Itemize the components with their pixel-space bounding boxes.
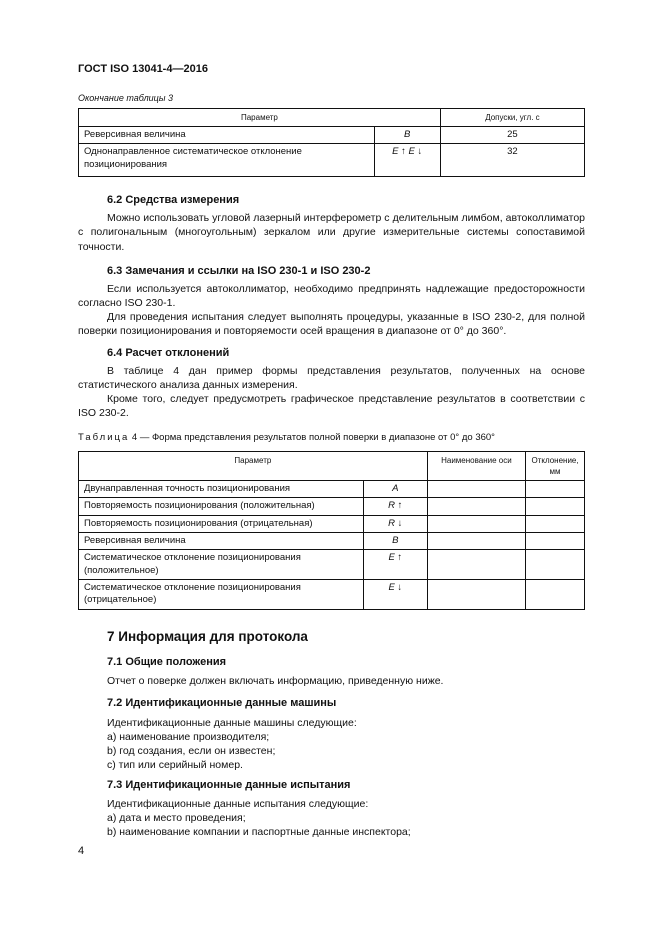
table-row: [79, 550, 585, 580]
table4-caption-text: 4 — Форма представления результатов полной поверки в диапазоне от 0° до 360°: [131, 432, 495, 443]
table3-tolerance: 32: [440, 144, 584, 177]
section-6-3-p2: Для проведения испытания следует выполнять процедуры, указанные в ISO 230-2, для полной поверки позиционирования и повторяемости осей вращения в диапазоне от 0° до 360°.: [78, 311, 585, 338]
table4-label: Таблица: [78, 432, 130, 443]
table-row: [79, 580, 585, 610]
table4-symbol: R ↓: [363, 515, 427, 532]
table3-symbol: E ↑ E ↓: [374, 144, 440, 177]
table4-symbol: E ↓: [363, 580, 427, 610]
list-item: a) наименование производителя;: [107, 731, 270, 743]
table4-param: Систематическое отклонение позиционирования (отрицательное): [79, 580, 364, 610]
table3-header-tolerance: Допуски, угл. с: [440, 109, 584, 127]
section-7-2-heading: 7.2 Идентификационные данные машины: [107, 697, 337, 709]
table4-header-param: Параметр: [79, 452, 428, 481]
table4-symbol: B: [363, 533, 427, 550]
list-item: a) дата и место проведения;: [107, 812, 246, 824]
section-7-3-intro: Идентификационные данные испытания следующие:: [107, 798, 369, 810]
table4-axis-cell: [427, 533, 525, 550]
table4-axis-cell: [427, 515, 525, 532]
table4-param: Систематическое отклонение позиционирования (положительное): [79, 550, 364, 580]
table3-param: Однонаправленное систематическое отклонение позиционирования: [79, 144, 375, 177]
table4-symbol: A: [363, 481, 427, 498]
list-item: b) год создания, если он известен;: [107, 745, 276, 757]
table-row: [79, 533, 585, 550]
section-6-4-heading: 6.4 Расчет отклонений: [107, 347, 230, 359]
section-6-2-text: Можно использовать угловой лазерный интерферометр с делительным лимбом, автоколлиматор с полигональным (многоугольным) зеркалом или другие измерительные системы сопоставимой точности.: [78, 212, 585, 253]
table4-header-axis: Наименование оси: [427, 452, 525, 481]
table-row: [79, 498, 585, 515]
table3-caption: Окончание таблицы 3: [78, 93, 173, 103]
section-6-3-heading: 6.3 Замечания и ссылки на ISO 230-1 и ISO 230-2: [107, 265, 371, 277]
table3-tolerance: 25: [440, 127, 584, 144]
table4-axis-cell: [427, 498, 525, 515]
table4-deviation-cell: [526, 580, 585, 610]
table3-symbol: B: [374, 127, 440, 144]
table4-param: Реверсивная величина: [79, 533, 364, 550]
section-7-2-intro: Идентификационные данные машины следующие:: [107, 717, 357, 729]
table4-deviation-cell: [526, 533, 585, 550]
table-row: [79, 515, 585, 532]
standard-header: ГОСТ ISO 13041-4—2016: [78, 63, 208, 75]
section-7-3-heading: 7.3 Идентификационные данные испытания: [107, 779, 351, 791]
table3-header-param: Параметр: [79, 109, 441, 127]
table3: [78, 108, 585, 177]
list-item: c) тип или серийный номер.: [107, 759, 243, 771]
table4-deviation-cell: [526, 498, 585, 515]
table4-deviation-cell: [526, 550, 585, 580]
table4-axis-cell: [427, 481, 525, 498]
table4-symbol: E ↑: [363, 550, 427, 580]
table4: [78, 451, 585, 610]
table4-deviation-cell: [526, 515, 585, 532]
table4-param: Повторяемость позиционирования (отрицательная): [79, 515, 364, 532]
table3-param: Реверсивная величина: [79, 127, 375, 144]
section-6-4-p2: Кроме того, следует предусмотреть графическое представление результатов в соответствии с ISO 230-2.: [78, 393, 585, 420]
page-number: 4: [78, 845, 85, 857]
table4-axis-cell: [427, 550, 525, 580]
table4-param: Повторяемость позиционирования (положительная): [79, 498, 364, 515]
section-6-3-p1: Если используется автоколлиматор, необходимо предпринять надлежащие предосторожности согласно ISO 230-1.: [78, 283, 585, 310]
list-item: b) наименование компании и паспортные данные инспектора;: [107, 826, 411, 838]
table-row: [79, 127, 585, 144]
section-7-heading: 7 Информация для протокола: [107, 629, 308, 644]
table4-param: Двунаправленная точность позиционирования: [79, 481, 364, 498]
table-row: [79, 144, 585, 177]
section-7-1-text: Отчет о поверке должен включать информацию, приведенную ниже.: [107, 675, 444, 687]
table4-caption: [78, 431, 495, 444]
table4-deviation-cell: [526, 481, 585, 498]
table4-header-deviation: Отклонение, мм: [526, 452, 585, 481]
table4-axis-cell: [427, 580, 525, 610]
table4-symbol: R ↑: [363, 498, 427, 515]
section-6-4-p1: В таблице 4 дан пример формы представления результатов, полученных на основе статистического анализа данных измерения.: [78, 365, 585, 392]
section-7-1-heading: 7.1 Общие положения: [107, 656, 227, 668]
table-row: [79, 481, 585, 498]
section-6-2-heading: 6.2 Средства измерения: [107, 194, 240, 206]
